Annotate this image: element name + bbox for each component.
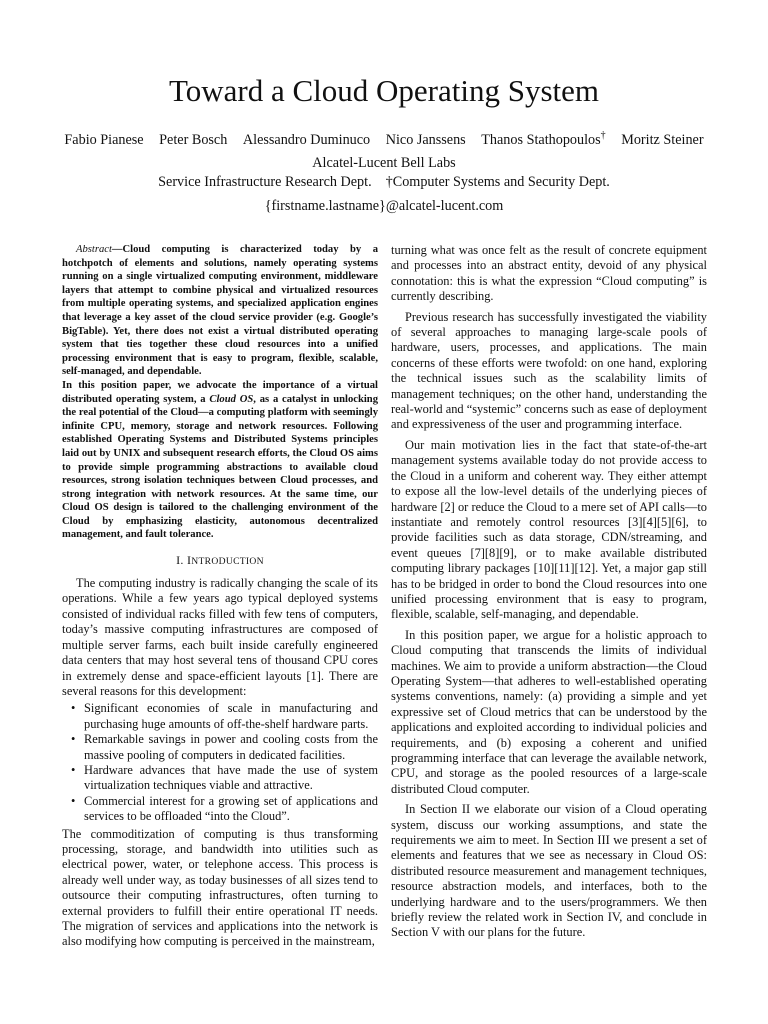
author-email: {firstname.lastname}@alcatel-lucent.com bbox=[264, 198, 504, 214]
intro-paragraph-5: In this position paper, we argue for a holistic approach to Cloud computing that transcends the limits of individual machines. We aim to provide a uniform abstraction—the Cloud Operating System—that adheres to well-established operating systems conventions, namely: (a) providing a simple and yet expressive set of Cloud metrics that can be understood by the applications and exploited according to individual policies and requirements, and (b) exposing a coherent and unified programming interface that can leverage the available network, CPU, and storage as the pooled resources of a large-scale distributed Cloud computer. bbox=[391, 627, 707, 796]
left-column bbox=[62, 243, 378, 950]
author-name: Peter Bosch bbox=[159, 132, 228, 148]
author-list bbox=[0, 131, 768, 149]
author-name: Moritz Steiner bbox=[621, 132, 704, 148]
author-name: Fabio Pianese bbox=[64, 132, 144, 148]
abstract-paragraph-1 bbox=[62, 243, 378, 379]
author-name: Nico Janssens bbox=[385, 132, 466, 148]
abstract-emphasis: Cloud OS bbox=[209, 393, 254, 405]
author-name-with-dagger bbox=[481, 132, 605, 148]
abstract-paragraph-2 bbox=[62, 379, 378, 542]
intro-paragraph-1: The computing industry is radically changing the scale of its operations. While a few years ago typical deployed systems consisted of individual racks filled with few tens of computers, today’s massive computing infrastructures are composed of multiple server farms, each built inside carefully engineered data centers that may host several tens of thousand CPU cores in extremely dense and space-efficient layouts [1]. There are several reasons for this development: bbox=[62, 576, 378, 698]
section-heading bbox=[62, 553, 378, 569]
dagger-mark: † bbox=[600, 130, 606, 141]
department-1: Service Infrastructure Research Dept. bbox=[158, 174, 372, 190]
section-title: NTRODUCTION bbox=[191, 556, 264, 568]
abstract bbox=[62, 243, 378, 542]
list-item: • Hardware advances that have made the use of system virtualization techniques viable and attractive. bbox=[84, 763, 378, 794]
bullet-list bbox=[62, 701, 378, 824]
intro-paragraph-6: In Section II we elaborate our vision of a Cloud operating system, discuss our working assumptions, and state the requirements we aim to meet. In Section III we present a set of elements and features that we see as necessary in Cloud OS: distributed resource measurement and management techniques, resource abstraction models, and interfaces, both to the underlying hardware and to the users/programmers. We then briefly review the related work in Section IV, and conclude in Section V with our plans for the future. bbox=[391, 802, 707, 940]
intro-paragraph-4: Our main motivation lies in the fact that state-of-the-art management systems available today do not provide access to the Cloud in a uniform and coherent way. They either attempt to expose all the low-level details of the underlying pieces of hardware [2] or reduce the Cloud to a mere set of API calls—to instantiate and remotely control resources [3][4][5][6], to provide facilities such as data storage, CDN/streaming, and event queues [7][8][9], or to make available distributed computing library packages [10][11][12]. Yet, a major gap still has to be bridged in order to bond the Cloud resources into one unified processing environment that is easy to program, flexible, scalable, self-managing, and dependable. bbox=[391, 437, 707, 622]
author-name: Alessandro Duminuco bbox=[242, 132, 371, 148]
list-item: • Remarkable savings in power and cooling costs from the massive pooling of computers in dedicated facilities. bbox=[84, 732, 378, 763]
paper-title: Toward a Cloud Operating System bbox=[168, 73, 600, 108]
abstract-text-1: —Cloud computing is characterized today by a hotchpotch of elements and solutions, namely operating systems running on a single virtualized computing environment, middleware layers that attempt to combine physical and virtualized resources from multiple operating systems, and specialized application engines that leverage a key asset of the cloud service provider (e.g. Google’s BigTable). Yet, there does not exist a virtual distributed operating system that ties together these cloud resources into a unified processing environment that is easy to program, flexible, scalable, self-managed, and dependable. bbox=[62, 244, 378, 378]
affiliation: Alcatel-Lucent Bell Labs bbox=[312, 155, 456, 171]
section-number: I. I bbox=[176, 553, 192, 568]
abstract-text-2b: , as a catalyst in unlocking the real potential of the Cloud—a computing platform with seemingly infinite CPU, memory, storage and network resources. Following established Operating Systems and Distributed Systems principles laid out by UNIX and subsequent research efforts, the Cloud OS aims to provide simple programming abstractions to available cloud resources, strong isolation techniques between Cloud processes, and strong integration with network resources. At the same time, our Cloud OS design is tailored to the challenging environment of the Cloud by emphasizing elasticity, autonomous decentralized management, and fault tolerance. bbox=[62, 393, 378, 541]
abstract-label: Abstract bbox=[76, 244, 112, 255]
intro-paragraph-3: Previous research has successfully investigated the viability of several approaches to managing large-scale pools of hardware, users, processes, and applications. The main concerns of these efforts were twofold: on one hand, exploring the technical issues such as the scalability limits of management techniques; on the other hand, understanding the real-world and “systemic” concerns such as ease of deployment and expressiveness of the user and programming interface. bbox=[391, 309, 707, 432]
intro-paragraph-continued: turning what was once felt as the result of concrete equipment and processes into an abstract entity, devoid of any physical connotation: this is what the expression “Cloud computing” is currently describing. bbox=[391, 243, 707, 304]
right-column bbox=[391, 243, 707, 941]
abstract-text-2a: In this position paper, we advocate the importance of a virtual distributed operating system, a bbox=[62, 379, 378, 405]
list-item: • Commercial interest for a growing set of applications and services to be offloaded “into the Cloud”. bbox=[84, 794, 378, 825]
list-item: • Significant economies of scale in manufacturing and purchasing huge amounts of off-the-shelf hardware parts. bbox=[84, 701, 378, 732]
department-2: †Computer Systems and Security Dept. bbox=[385, 174, 610, 190]
departments bbox=[0, 173, 768, 191]
intro-paragraph-2: The commoditization of computing is thus transforming processing, storage, and bandwidth into utilities such as electrical power, water, or telephone access. This process is already well under way, as today businesses of all sizes tend to outsource their computing infrastructures, often turning to external providers to fulfill their entire operational IT needs. The migration of services and applications into the network is also modifying how computing is perceived in the mainstream, bbox=[62, 826, 378, 949]
author-name: Thanos Stathopoulos bbox=[481, 132, 601, 148]
